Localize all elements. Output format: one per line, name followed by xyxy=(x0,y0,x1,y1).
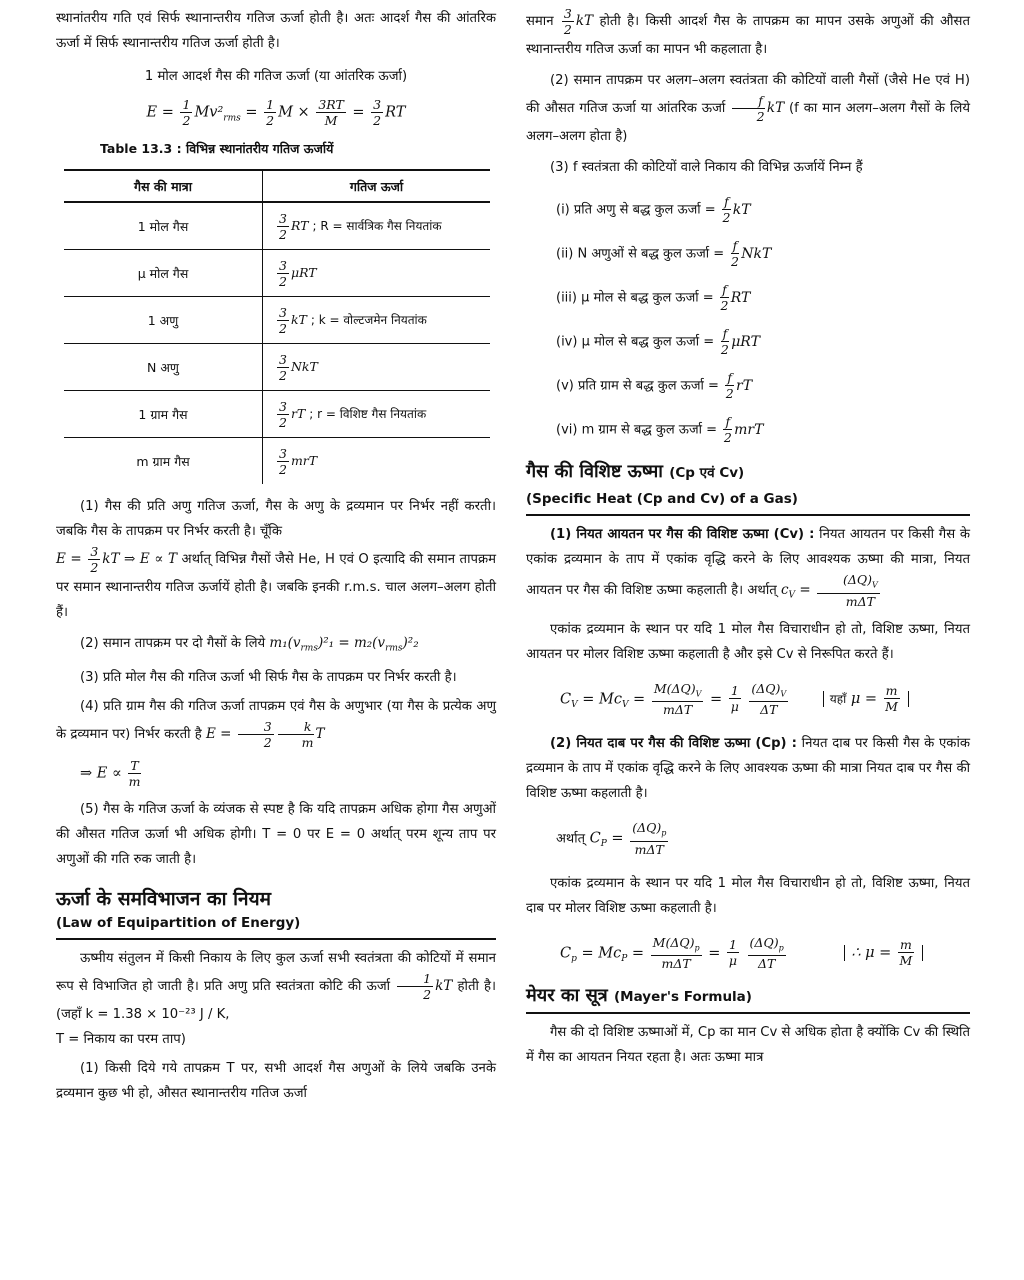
mayer-heading xyxy=(526,983,970,1014)
specific-heat-heading-english: (Specific Heat (Cp and Cv) of a Gas) xyxy=(526,488,970,516)
table-cell-energy: $\frac{3}{2}$ mrT xyxy=(279,445,318,477)
specific-heat-heading-sub: (Cp एवं Cv) xyxy=(669,465,745,481)
equipartition-heading-english: (Law of Equipartition of Energy) xyxy=(56,912,496,940)
table-cell-energy: $\frac{3}{2}$ NkT xyxy=(263,344,491,391)
cv-molar-paragraph: एकांक द्रव्यमान के स्थान पर यदि 1 मोल गैस विचाराधीन हो तो, विशिष्ट ऊष्मा, नियत आयतन पर मोलर विशिष्ट ऊष्मा कहलाती है और इसे Cv से निरूपित करते हैं। xyxy=(526,621,970,662)
energy-symbol: μRT xyxy=(290,264,317,280)
energy-list xyxy=(526,194,970,445)
cp-molar-paragraph: एकांक द्रव्यमान के स्थान पर यदि 1 मोल गैस विचाराधीन हो तो, विशिष्ट ऊष्मा, नियत दाब पर मोलर विशिष्ट ऊष्मा कहलाती है। xyxy=(526,875,970,916)
point-1-text: अर्थात् विभिन्न गैसों जैसे He, H एवं O इत्यादि की समान तापक्रम पर समान स्थानान्तरीय गतिज ऊर्जायें होती है। जबकि इनकी r.m.s. चाल अलग–अलग होती हैं। xyxy=(56,552,496,620)
rms-equation: $m_1(v_{rms})^2_1 = m_2(v_{rms})^2_2$ xyxy=(269,635,419,654)
list-item: (i) प्रति अणु से बद्ध कुल ऊर्जा = $\frac{f}{2}$ kT xyxy=(556,194,751,225)
list-item: (ii) N अणुओं से बद्ध कुल ऊर्जा = $\frac{f}{2}$ NkT xyxy=(556,238,772,269)
cp-equation: अर्थात् $C_P$ = $(\Delta Q)_p$ mΔT xyxy=(556,820,667,857)
cp-title: (2) नियत दाब पर गैस की विशिष्ट ऊष्मा (Cp) : xyxy=(550,736,797,751)
right-column xyxy=(526,6,970,1070)
left-column xyxy=(56,6,496,1106)
mole-energy-line: 1 मोल आदर्श गैस की गतिज ऊर्जा (या आंतरिक ऊर्जा) xyxy=(144,69,408,84)
three-halves-kt: $\frac{3}{2}$ kT xyxy=(563,6,594,37)
point-1-paragraph: (1) गैस की प्रति अणु गतिज ऊर्जा, गैस के अणु के द्रव्यमान पर निर्भर नहीं करती। जबकि गैस के तापक्रम पर निर्भर करती है। चूँकि xyxy=(56,499,496,539)
table-cell-energy: $\frac{3}{2}$ μRT xyxy=(263,250,491,297)
arthat-label: अर्थात् xyxy=(556,831,586,847)
table-cell-quantity: 1 ग्राम गैस xyxy=(64,391,263,438)
point-5-paragraph: (5) गैस के गतिज ऊर्जा के व्यंजक से स्पष्ट है कि यदि तापक्रम अधिक होगा गैस अणुओं की औसत गतिज ऊर्जा भी अधिक होगी। T = 0 पर E = 0 अर्थात् परम शून्य ताप पर अणुओं की गति रुक जाती है। xyxy=(56,801,496,867)
right-point-2-text: (2) समान तापक्रम पर अलग–अलग स्वतंत्रता की कोटियों वाली गैसों (जैसे He एवं H) की औसत गतिज ऊर्जा या आंतरिक ऊर्जा xyxy=(526,73,970,116)
cv-molar-equation: $C_V = Mc_V$ = $M(\Delta Q)_V$ mΔT = $\frac{1}{\mu}$ $\frac{(\Delta Q)_V}{\Delta T}$ यहाँ μ = $\frac{m}{M}$ xyxy=(560,681,970,718)
mayer-heading-text: मेयर का सूत्र xyxy=(526,985,608,1006)
table-cell-quantity: μ मोल गैस xyxy=(64,250,263,297)
equipartition-heading: ऊर्जा के समविभाजन का नियम xyxy=(56,887,271,910)
right-point-3-paragraph: (3) f स्वतंत्रता की कोटियों वाले निकाय की विभिन्न ऊर्जायें निम्न हैं xyxy=(550,160,863,175)
table-cell-quantity: 1 अणु xyxy=(64,297,263,344)
equipartition-paragraph xyxy=(56,946,496,1027)
energy-note: ; R = सार्वत्रिक गैस नियतांक xyxy=(312,218,442,233)
energy-symbol: rT xyxy=(290,405,306,421)
table-header-energy: गतिज ऊर्जा xyxy=(263,170,491,202)
list-item: (iv) μ मोल से बद्ध कुल ऊर्जा = $\frac{f}{2}$ μRT xyxy=(556,326,760,357)
list-item-symbol: mrT xyxy=(734,421,764,438)
mu-bracket-2: ∴ μ = $\frac{m}{M}$ xyxy=(844,945,923,961)
list-item-symbol: μRT xyxy=(731,333,760,350)
energy-symbol: kT xyxy=(290,311,307,327)
list-item-label: (i) प्रति अणु से बद्ध कुल ऊर्जा = xyxy=(556,202,716,218)
list-item: (iii) μ मोल से बद्ध कुल ऊर्जा = $\frac{f}{2}$ RT xyxy=(556,282,751,313)
equipartition-point-1: (1) किसी दिये गये तापक्रम T पर, सभी आदर्श गैस अणुओं के लिये जबकि उनके द्रव्यमान कुछ भी हो, औसत स्थानान्तरीय गतिज ऊर्जा xyxy=(56,1060,496,1101)
table-cell-quantity: 1 मोल गैस xyxy=(64,202,263,250)
specific-heat-heading xyxy=(526,459,970,488)
gram-energy-proportional: ⇒ E ∝ $\frac{T}{m}$ xyxy=(80,757,141,789)
point-2-text: (2) समान तापक्रम पर दो गैसों के लिये xyxy=(80,636,266,651)
cv-title: (1) नियत आयतन पर गैस की विशिष्ट ऊष्मा (Cv) : xyxy=(550,527,815,542)
table-row xyxy=(64,344,490,391)
energy-symbol: RT xyxy=(290,217,309,233)
table-cell-energy: $\frac{3}{2}$ RT ; R = सार्वत्रिक गैस नियतांक xyxy=(263,202,491,250)
table-cell-quantity: N अणु xyxy=(64,344,263,391)
equipartition-note: T = निकाय का परम ताप) xyxy=(56,1031,186,1047)
energy-proportional-equation: E = $\frac{3}{2}$ kT ⇒ E ∝ T xyxy=(56,544,178,575)
point-4-text: (4) प्रति ग्राम गैस की गतिज ऊर्जा तापक्रम एवं गैस के अणुभार (या गैस के प्रत्येक अणु के द्रव्यमान पर) निर्भर करती है xyxy=(56,698,496,742)
equipartition-text-2: होती है। (जहाँ k = 1.38 × 10⁻²³ J / K, xyxy=(56,978,496,1022)
list-item: (vi) m ग्राम से बद्ध कुल ऊर्जा = $\frac{f}{2}$ mrT xyxy=(556,414,764,445)
list-item-label: (ii) N अणुओं से बद्ध कुल ऊर्जा = xyxy=(556,246,725,262)
mayer-paragraph: गैस की दो विशिष्ट ऊष्माओं में, Cp का मान Cv से अधिक होता है क्योंकि Cv की स्थिति में गैस का आयतन नियत रहता है। अतः ऊष्मा मात्र xyxy=(526,1025,970,1065)
energy-note: ; k = वोल्टजमेन नियतांक xyxy=(310,312,427,327)
list-item-symbol: NkT xyxy=(741,245,772,262)
energy-note: ; r = विशिष्ट गैस नियतांक xyxy=(309,406,427,421)
table-cell-energy: $\frac{3}{2}$ rT ; r = विशिष्ट गैस नियतांक xyxy=(263,391,491,438)
list-item-label: (v) प्रति ग्राम से बद्ध कुल ऊर्जा = xyxy=(556,378,719,394)
energy-symbol: NkT xyxy=(290,358,318,374)
equipartition-text: ऊष्मीय संतुलन में किसी निकाय के लिए कुल ऊर्जा सभी स्वतंत्रता की कोटियों में समान रूप से विभाजित हो जाती है। प्रति अणु प्रति स्वतंत्रता कोटि की ऊर्जा xyxy=(56,950,496,994)
intro-paragraph: स्थानांतरीय गति एवं सिर्फ स्थानान्तरीय गतिज ऊर्जा होती है। अतः आदर्श गैस की आंतरिक ऊर्जा में सिर्फ स्थानान्तरीय गतिज ऊर्जा होती है। xyxy=(56,11,496,51)
list-item-label: (vi) m ग्राम से बद्ध कुल ऊर्जा = xyxy=(556,422,718,438)
f-halves-kt: $\frac{f}{2}$ kT xyxy=(730,100,784,116)
right-intro-paragraph xyxy=(526,6,970,62)
gram-energy-equation: E = $\frac{3}{2}$ $\frac{k}{m}$ T xyxy=(205,718,325,750)
cp-paragraph xyxy=(526,731,970,806)
right-point-2-paragraph xyxy=(526,68,970,149)
list-item-label: (iii) μ मोल से बद्ध कुल ऊर्जा = xyxy=(556,290,714,306)
point-1-continuation xyxy=(56,544,496,625)
specific-heat-heading-text: गैस की विशिष्ट ऊष्मा xyxy=(526,461,663,482)
energy-table xyxy=(64,169,490,484)
list-item-label: (iv) μ मोल से बद्ध कुल ऊर्जा = xyxy=(556,334,715,350)
right-intro-word: समान xyxy=(526,14,554,29)
point-3-paragraph: (3) प्रति मोल गैस की गतिज ऊर्जा भी सिर्फ गैस के तापक्रम पर निर्भर करती है। xyxy=(80,669,457,685)
right-intro-text: होती है। किसी आदर्श गैस के तापक्रम का मापन उसके अणुओं की औसत स्थानान्तरीय गतिज ऊर्जा का मापन भी कहलाता है। xyxy=(526,14,970,57)
list-item-symbol: kT xyxy=(732,201,751,218)
table-row xyxy=(64,438,490,485)
right-point-2-note: (f का मान अलग–अलग गैसों के लिये अलग–अलग होता है) xyxy=(526,101,970,144)
list-item: (v) प्रति ग्राम से बद्ध कुल ऊर्जा = $\frac{f}{2}$ rT xyxy=(556,370,753,401)
where-label: यहाँ xyxy=(829,691,847,706)
table-row xyxy=(64,202,490,250)
table-row xyxy=(64,250,490,297)
mole-energy-equation: E = $\frac{1}{2}$ $Mv^2_{rms}$ = $\frac{1}{2}$ M × $\frac{3RT}{M}$ = $\frac{3}{2}$ RT xyxy=(146,97,406,128)
table-row xyxy=(64,297,490,344)
half-kt-fraction: $\frac{1}{2}$ kT xyxy=(395,978,457,994)
cp-text: नियत दाब पर किसी गैस के एकांक द्रव्यमान के ताप में एकांक वृद्धि करने के लिए आवश्यक ऊष्मा की मात्रा नियत दाब पर गैस की विशिष्ट ऊष्मा कहलाती है। xyxy=(526,736,970,801)
cv-equation: $c_V$ = $(\Delta Q)_V$ mΔT xyxy=(780,572,878,609)
table-cell-quantity: m ग्राम गैस xyxy=(64,438,263,485)
table-row xyxy=(64,391,490,438)
energy-symbol: mrT xyxy=(290,452,318,468)
table-caption: Table 13.3 : विभिन्न स्थानांतरीय गतिज ऊर्जायें xyxy=(100,141,334,156)
list-item-symbol: RT xyxy=(730,289,751,306)
point-4-paragraph xyxy=(56,694,496,750)
list-item-symbol: rT xyxy=(736,377,753,394)
table-cell-energy: $\frac{3}{2}$ kT ; k = वोल्टजमेन नियतांक xyxy=(263,297,491,344)
mu-bracket: यहाँ μ = $\frac{m}{M}$ xyxy=(823,691,909,707)
mayer-heading-english: (Mayer's Formula) xyxy=(613,989,752,1005)
cv-text: नियत आयतन पर किसी गैस के एकांक द्रव्यमान के ताप में एकांक वृद्धि करने के लिए आवश्यक ऊष्मा की मात्रा, नियत आयतन पर गैस की विशिष्ट ऊष्मा कहलाती है। अर्थात् xyxy=(526,527,970,598)
cp-molar-equation: $C_p = Mc_P$ = $M(\Delta Q)_p$ mΔT = $\frac{1}{\mu}$ $\frac{(\Delta Q)_p}{\Delta T}$ ∴ μ = $\frac{m}{M}$ xyxy=(560,935,970,972)
point-2-paragraph xyxy=(56,631,496,661)
cv-paragraph xyxy=(526,522,970,609)
table-header-quantity: गैस की मात्रा xyxy=(64,170,263,202)
